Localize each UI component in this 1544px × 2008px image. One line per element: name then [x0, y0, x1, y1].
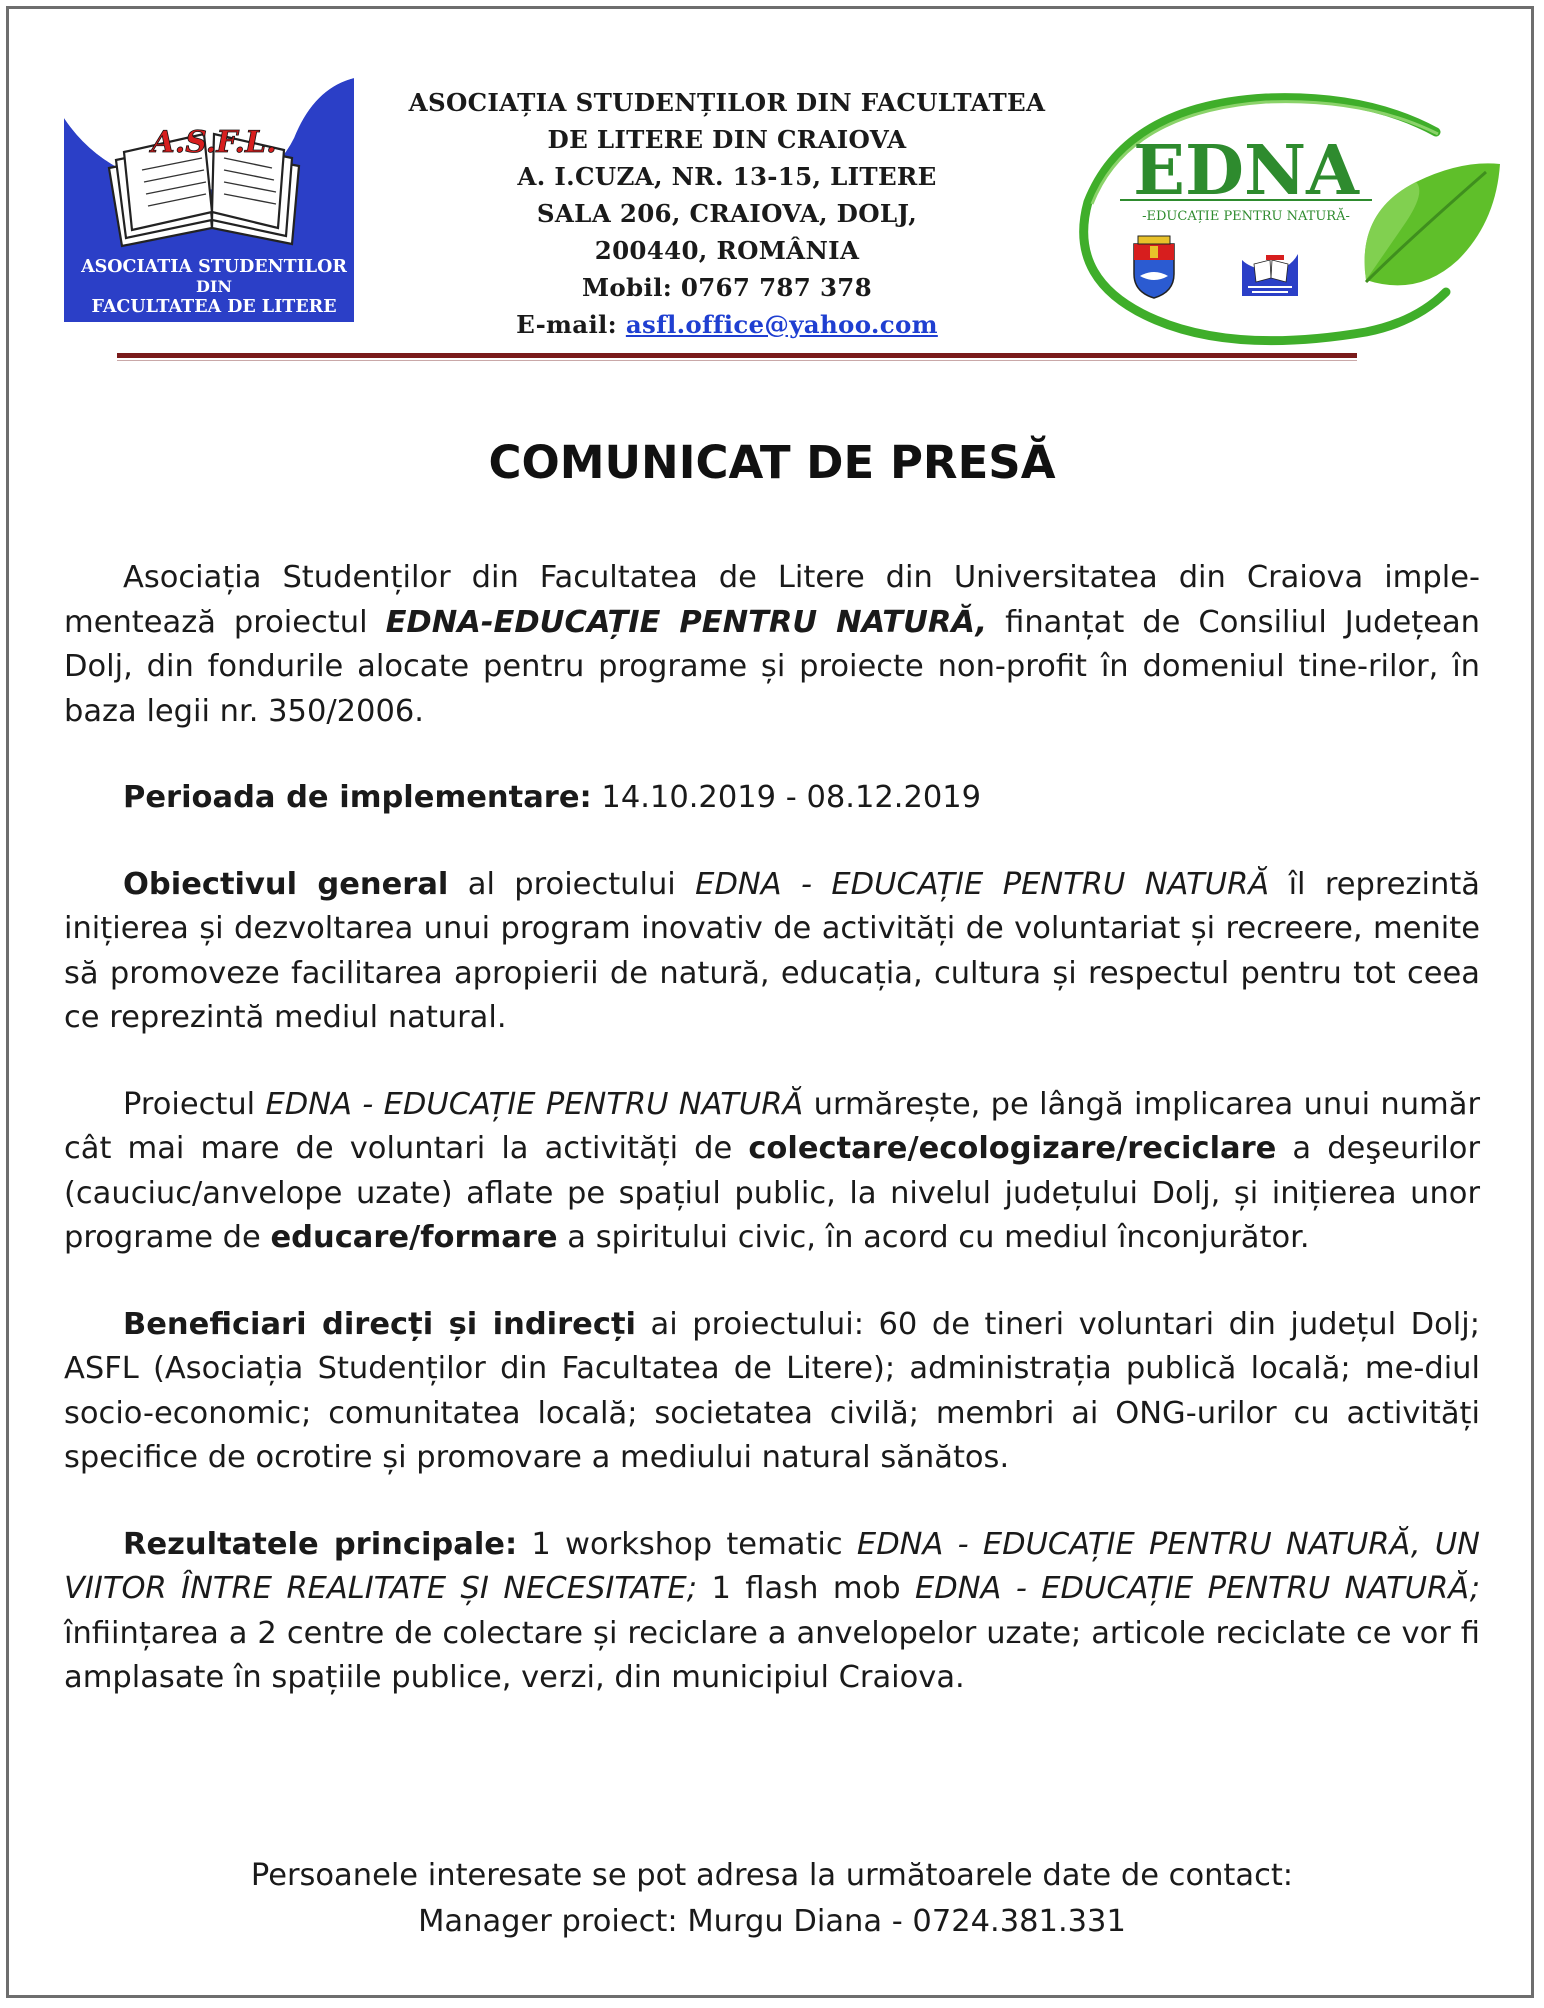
edna-logo	[1066, 92, 1500, 348]
asfl-caption-line1: ASOCIATIA STUDENTILOR	[81, 257, 347, 277]
asfl-logo	[64, 78, 354, 322]
paragraph-intro: Asociația Studenților din Facultatea de Litere din Universitatea din Craiova imple-mentează proiectul EDNA-EDUCAȚIE PENTRU NATURĂ, finanțat de Consiliul Județean Dolj, din fondurile alocate pentru programe și proiecte non-profit în domeniul tine-rilor, în baza legii nr. 350/2006.	[64, 560, 1480, 729]
paragraph-period: Perioada de implementare: 14.10.2019 - 08.12.2019	[123, 780, 982, 815]
asfl-acronym: A.S.F.L.	[151, 125, 277, 160]
email-link[interactable]: asfl.office@yahoo.com	[625, 310, 938, 339]
leaf-icon	[1365, 163, 1500, 285]
press-release-body	[64, 556, 1480, 1743]
document-title: COMUNICAT DE PRESĂ	[488, 436, 1056, 489]
address-block	[392, 84, 1062, 343]
header-divider	[117, 353, 1357, 358]
contact-manager: Manager proiect: Murgu Diana - 0724.381.331	[418, 1904, 1126, 1939]
asfl-mini-logo-icon	[1242, 254, 1298, 296]
address-line: DE LITERE DIN CRAIOVA	[547, 125, 907, 154]
asfl-caption-line2: DIN	[196, 277, 232, 296]
address-line: 200440, ROMÂNIA	[594, 236, 860, 265]
asfl-caption-line3: FACULTATEA DE LITERE	[91, 297, 337, 317]
paragraph-beneficiaries: Beneficiari direcți și indirecți ai proiectului: 60 de tineri voluntari din județul Dolj; ASFL (Asociația Studenților din Facultatea de Litere); administrația publică locală; me-diul socio-economic; comunitatea locală; societatea civilă; membri ai ONG-urilor cu activități specifice de ocrotire și promovare a mediului natural sănătos.	[64, 1306, 1480, 1475]
address-line: SALA 206, CRAIOVA, DOLJ,	[536, 199, 918, 228]
phone-line: Mobil: 0767 787 378	[581, 273, 872, 302]
email-line	[392, 306, 1062, 343]
address-line: ASOCIAȚIA STUDENȚILOR DIN FACULTATEA	[408, 88, 1046, 117]
dolj-coat-of-arms-icon	[1134, 236, 1174, 298]
paragraph-project: Proiectul EDNA - EDUCAȚIE PENTRU NATURĂ urmărește, pe lângă implicarea unui număr cât mai mare de voluntari la activități de colectare/ecologizare/reciclare a deşeurilor (cauciuc/anvelope uzate) aflate pe spațiul public, la nivelul județului Dolj, și inițierea unor programe de educare/formare a spiritului civic, în acord cu mediul înconjurător.	[64, 1086, 1480, 1255]
address-line: A. I.CUZA, NR. 13-15, LITERE	[517, 162, 937, 191]
edna-name: EDNA	[1133, 131, 1359, 211]
header-divider-thin	[117, 360, 1357, 361]
contact-block	[0, 1853, 1544, 1945]
paragraph-objective: Obiectivul general al proiectului EDNA - EDUCAȚIE PENTRU NATURĂ îl reprezintă inițierea și dezvoltarea unui program inovativ de activități de voluntariat și recreere, menite să promoveze facilitarea apropierii de natură, educația, cultura și respectul pentru tot ceea ce reprezintă mediul natural.	[64, 866, 1480, 1035]
paragraph-results: Rezultatele principale: 1 workshop tematic EDNA - EDUCAȚIE PENTRU NATURĂ, UN VIITOR ÎNTRE REALITATE ȘI NECESITATE; 1 flash mob EDNA - EDUCAȚIE PENTRU NATURĂ; înființarea a 2 centre de colectare și reciclare a anvelopelor uzate; articole reciclate ce vor fi amplasate în spațiile publice, verzi, din municipiul Craiova.	[64, 1526, 1480, 1695]
edna-tagline: -EDUCAȚIE PENTRU NATURĂ-	[1142, 209, 1350, 224]
email-label: E-mail:	[516, 310, 618, 339]
contact-line: Persoanele interesate se pot adresa la următoarele date de contact:	[250, 1858, 1294, 1893]
